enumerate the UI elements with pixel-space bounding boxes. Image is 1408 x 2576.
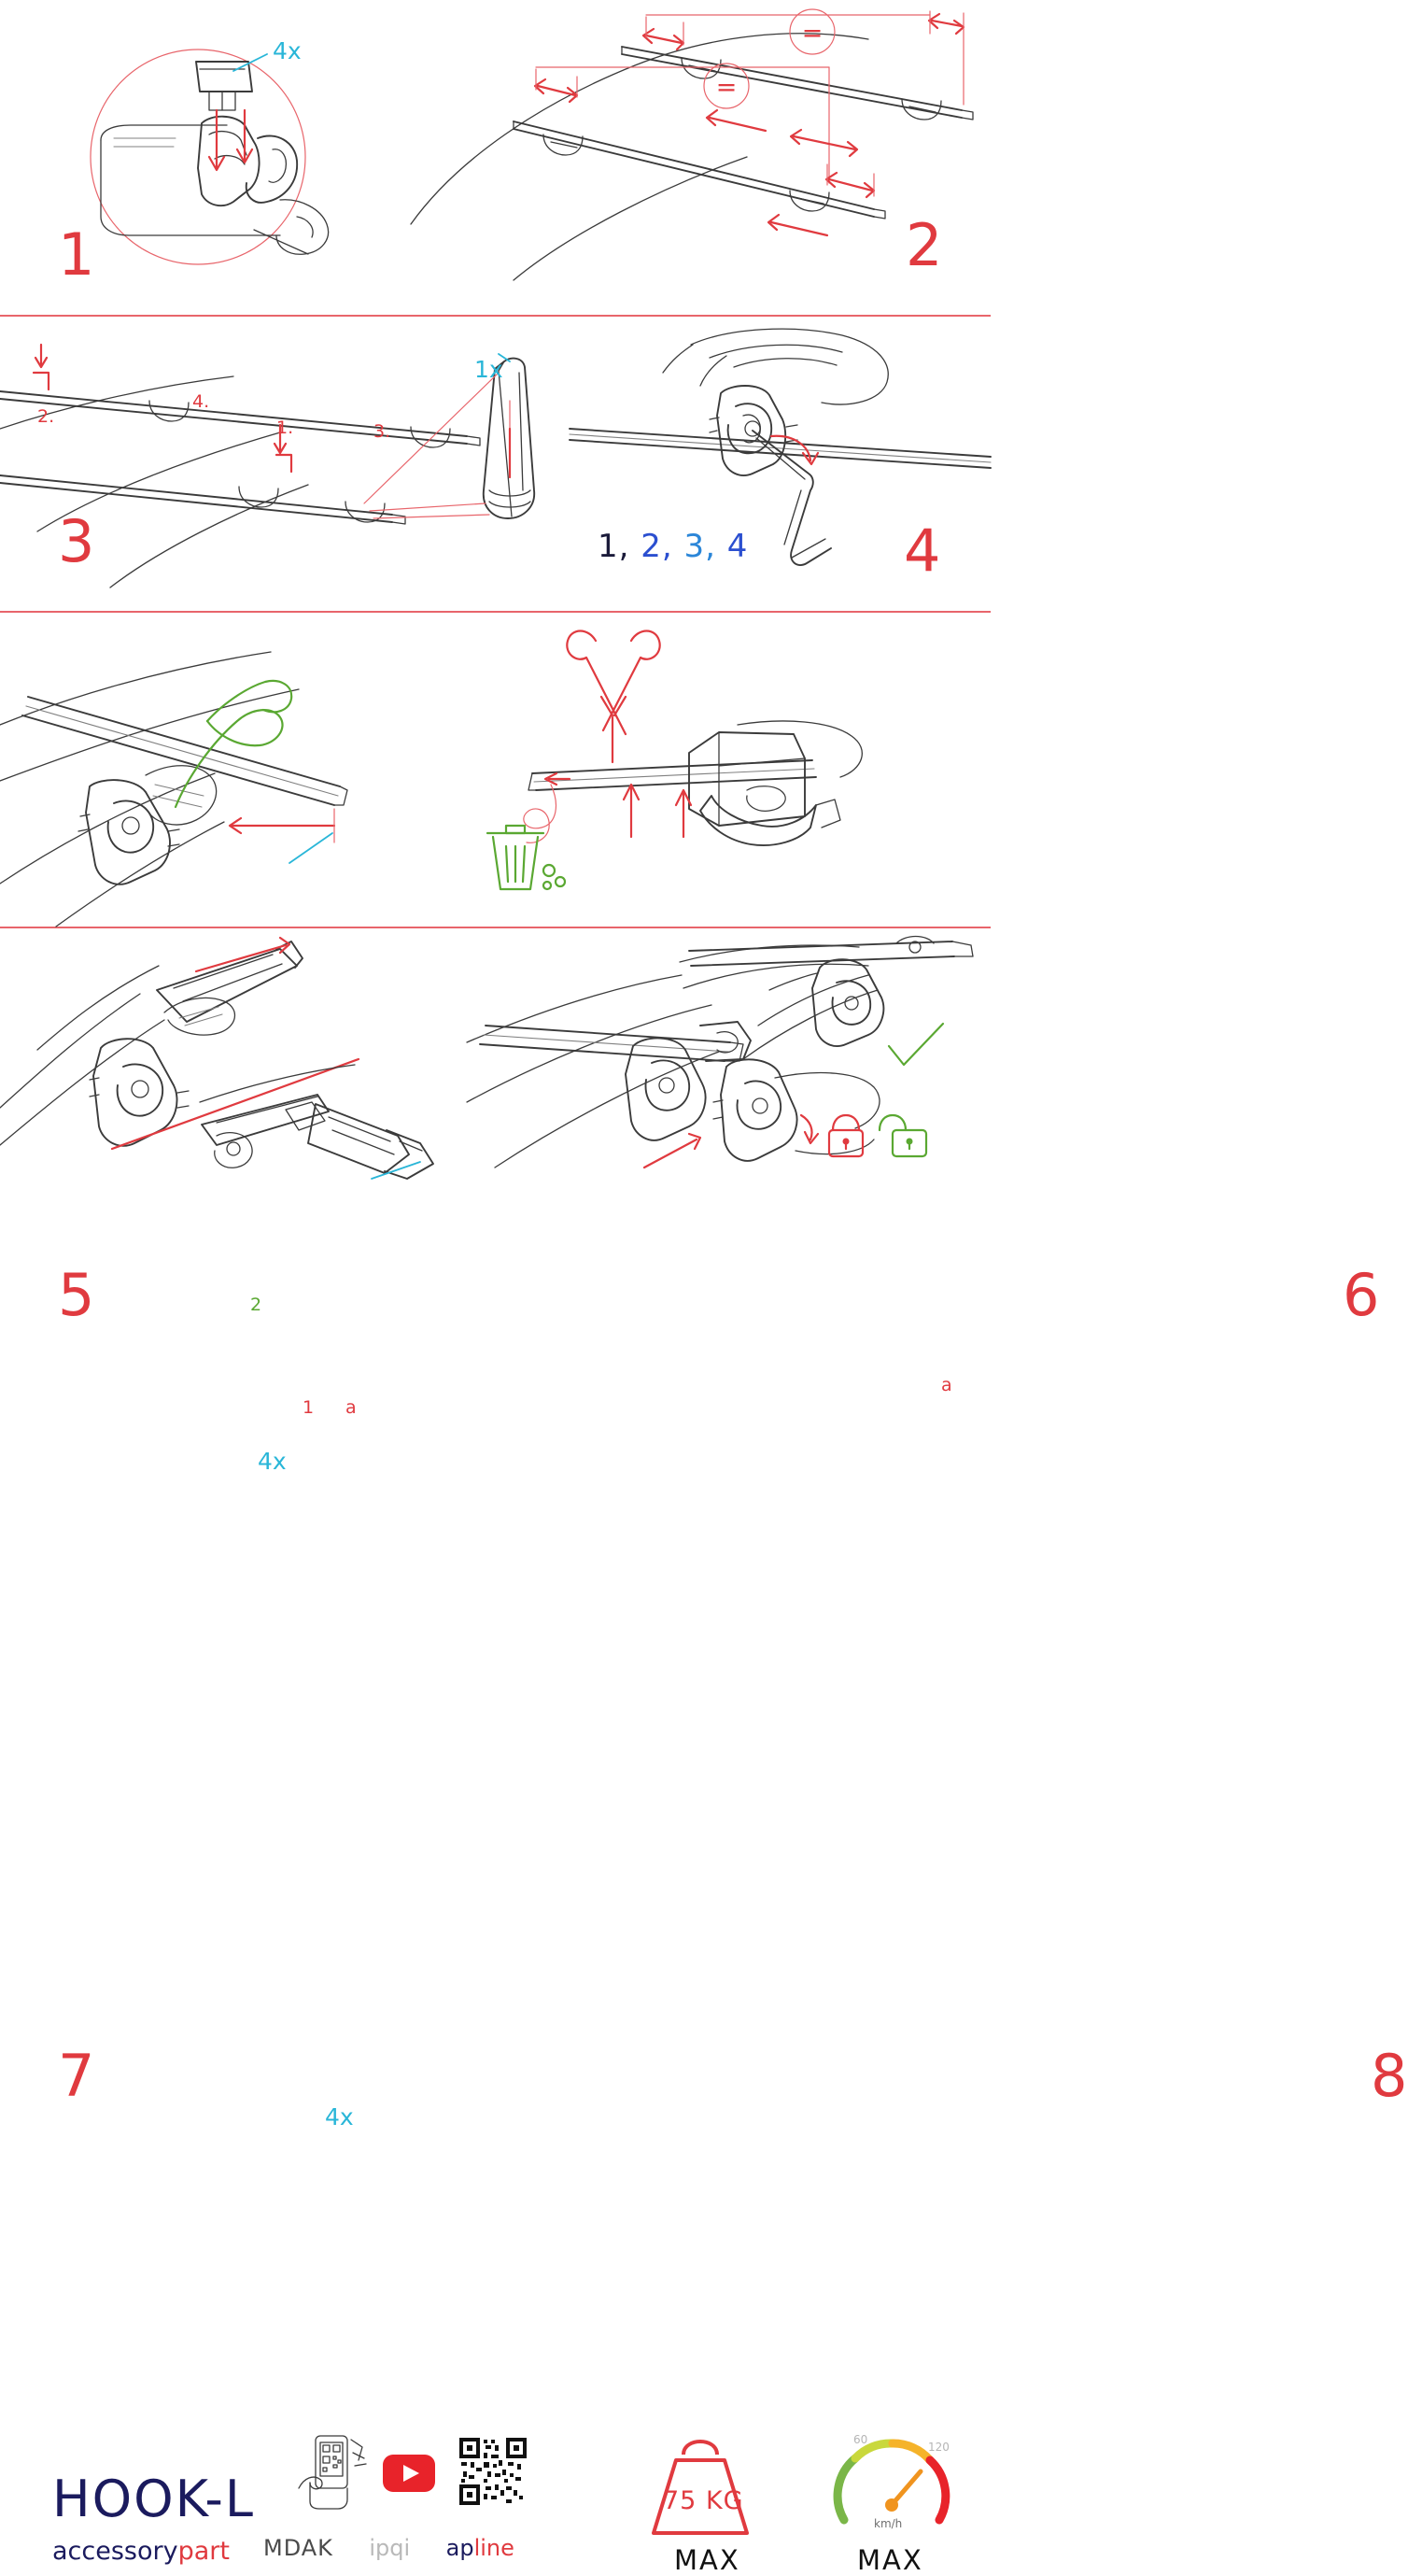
step-6-number: 6 [1343,1261,1381,1329]
speed-limit-caption: MAX [857,2544,923,2576]
step-6-mark-a: a [941,1375,952,1395]
step-4-number: 4 [904,517,942,585]
gauge-tick-120: 120 [928,2441,950,2454]
gauge-unit: km/h [874,2517,903,2530]
step-5-illustration [0,613,439,927]
brand-name [52,2537,230,2566]
step-8-number: 8 [1371,2042,1408,2110]
step-3-quantity: 1x [474,356,503,383]
step-1-panel [0,0,401,315]
seq-1: 1, [598,528,630,565]
step-3-number: 3 [58,507,96,575]
qr-code [459,2438,527,2505]
step-2-panel [401,0,991,315]
step-3-mark-1: 1. [276,418,294,438]
step-8-panel [467,928,1408,2110]
brand-accent: part [177,2537,230,2566]
seq-2: 2, [641,528,673,565]
step-6-illustration [439,613,991,927]
svg-text:=: = [715,73,738,102]
youtube-icon[interactable] [383,2455,435,2492]
apline-accent: line [473,2535,514,2561]
step-4-panel [570,317,991,611]
step-4-sequence-label [598,528,748,565]
weight-limit-value: 75 KG [663,2486,744,2515]
step-5-quantity: 4x [258,1448,287,1475]
step-8-illustration [467,928,991,1210]
step-5-panel [0,613,439,1475]
step-1-quantity: 4x [273,37,302,64]
step-3-mark-3: 3. [373,421,391,442]
seq-4: 4 [726,528,749,565]
brand-main: accessory [52,2537,178,2566]
step-5-mark-2: 2 [250,1295,262,1315]
speed-limit-gauge [831,2430,952,2539]
step-2-number: 2 [906,211,944,279]
step-5-number: 5 [58,1261,96,1329]
mdak-logo: MDAK [263,2535,333,2561]
step-6-panel [439,613,1381,1395]
step-3-mark-4: 4. [192,391,210,412]
ipqi-logo: ipqi [369,2535,411,2561]
qr-scan-icon [297,2434,370,2511]
apline-main: ap [445,2535,474,2561]
step-1-number: 1 [58,220,96,289]
step-7-panel [0,928,467,2130]
seq-3: 3, [683,528,716,565]
apline-logo [446,2535,514,2561]
svg-text:=: = [801,19,824,48]
step-3-panel [0,317,570,611]
product-title: HOOK-L [52,2470,255,2528]
step-2-illustration [401,0,991,315]
step-5-mark-1: 1 [303,1397,315,1418]
partner-logos [263,2535,514,2561]
step-3-mark-2: 2. [37,406,55,427]
step-5-mark-a: a [345,1397,357,1418]
step-7-number: 7 [58,2042,96,2110]
gauge-tick-60: 60 [853,2433,868,2446]
weight-limit-caption: MAX [674,2544,740,2576]
step-7-illustration [0,928,467,1210]
step-7-quantity: 4x [325,2103,354,2130]
